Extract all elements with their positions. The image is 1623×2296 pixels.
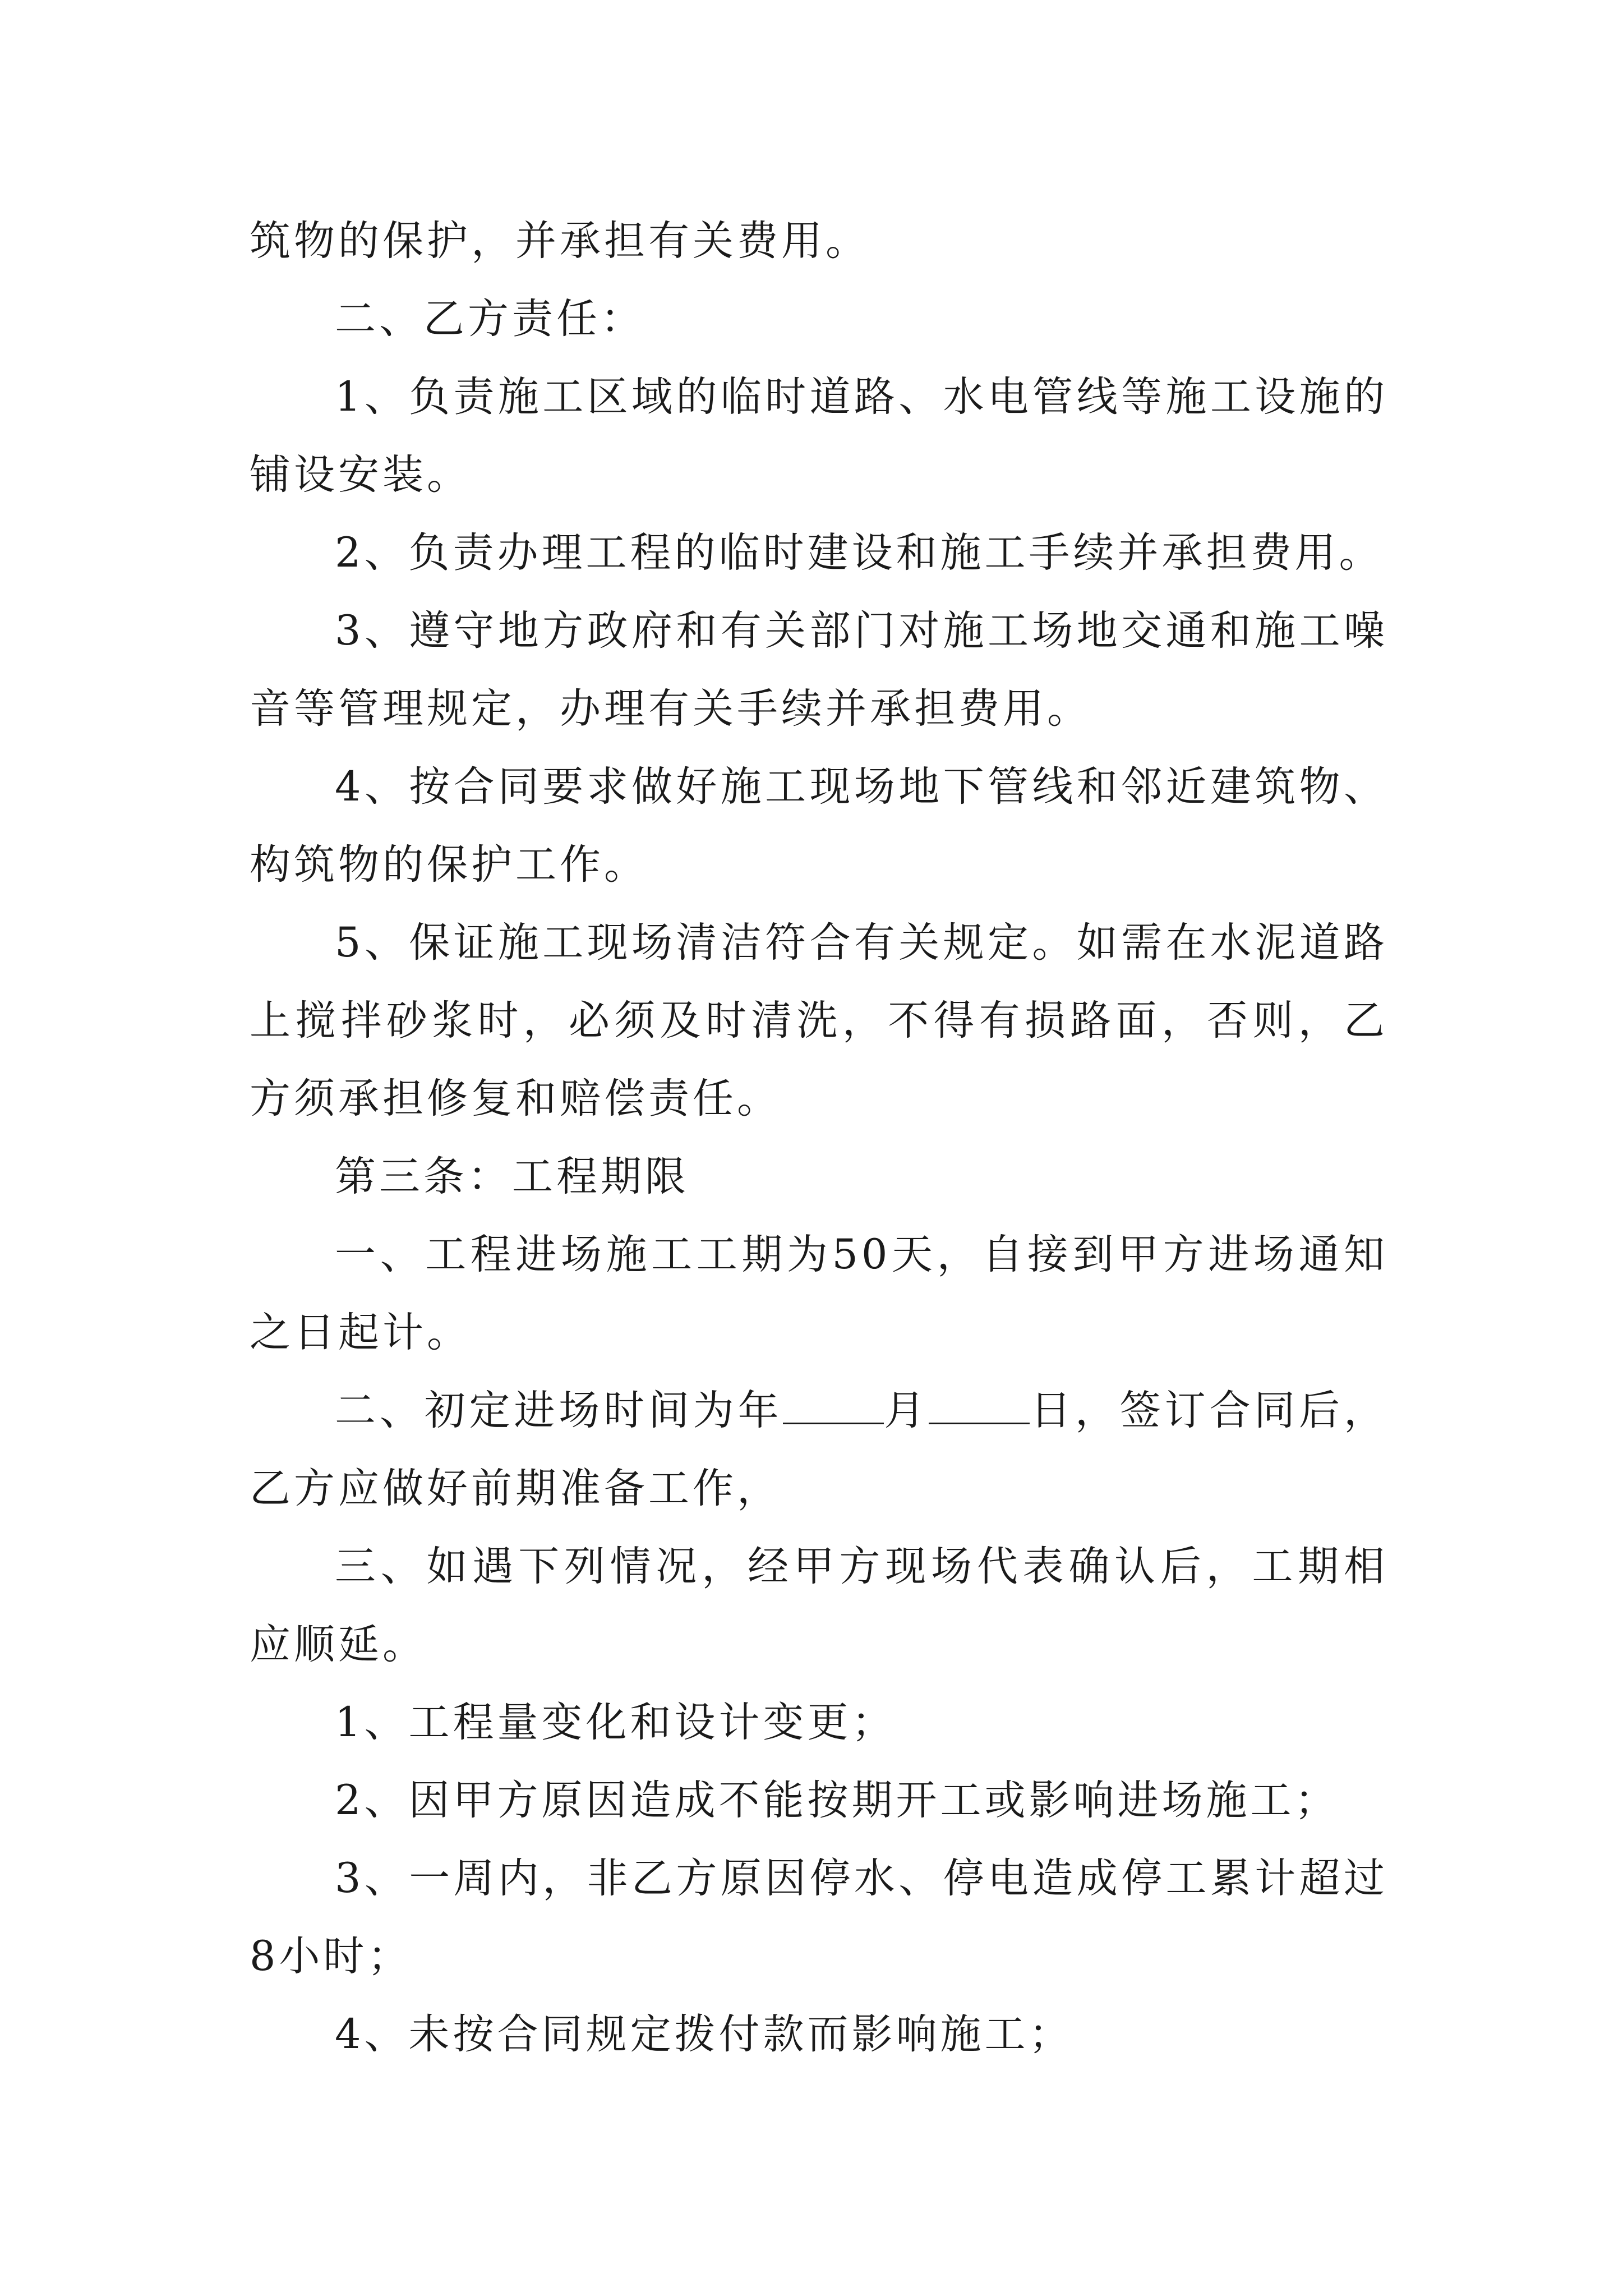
clause-item-entry-date (250, 1372, 1388, 1527)
clause-item: 5、保证施工现场清洁符合有关规定。如需在水泥道路上搅拌砂浆时，必须及时清洗，不得有损路面，否则，乙方须承担修复和赔偿责任。 (250, 919, 1388, 1122)
clause-item: 4、按合同要求做好施工现场地下管线和邻近建筑物、构筑物的保护工作。 (250, 763, 1388, 889)
list-item: 2、因甲方原因造成不能按期开工或影响进场施工； (335, 1777, 1339, 1824)
entry-date-text-2: 月 (883, 1387, 929, 1434)
clause-item: 一、工程进场施工工期为50天，自接到甲方进场通知之日起计。 (250, 1231, 1388, 1356)
day-blank-field (929, 1389, 1030, 1424)
section-heading-party-b-duties: 二、乙方责任： (335, 295, 645, 343)
paragraph-continuation: 筑物的保护，并承担有关费用。 (250, 217, 870, 265)
month-blank-field (783, 1389, 884, 1424)
list-item: 3、一周内，非乙方原因停水、停电造成停工累计超过8小时； (250, 1855, 1388, 1980)
clause-item: 1、负责施工区域的临时道路、水电管线等施工设施的铺设安装。 (250, 373, 1388, 499)
list-item: 1、工程量变化和设计变更； (335, 1699, 896, 1746)
article-heading-project-term: 第三条：工程期限 (335, 1153, 689, 1200)
clause-item: 2、负责办理工程的临时建设和施工手续并承担费用。 (335, 529, 1384, 577)
list-item: 4、未按合同规定拨付款而影响施工； (335, 2010, 1073, 2058)
clause-item: 三、如遇下列情况，经甲方现场代表确认后，工期相应顺延。 (250, 1543, 1388, 1668)
document-body (250, 202, 1388, 2073)
clause-item: 3、遵守地方政府和有关部门对施工场地交通和施工噪音等管理规定，办理有关手续并承担费用。 (250, 607, 1388, 733)
entry-date-text-3: 日，签订合同后，乙方应做好前期准备工作， (250, 1387, 1389, 1512)
entry-date-text-1: 二、初定进场时间为年 (335, 1387, 783, 1434)
